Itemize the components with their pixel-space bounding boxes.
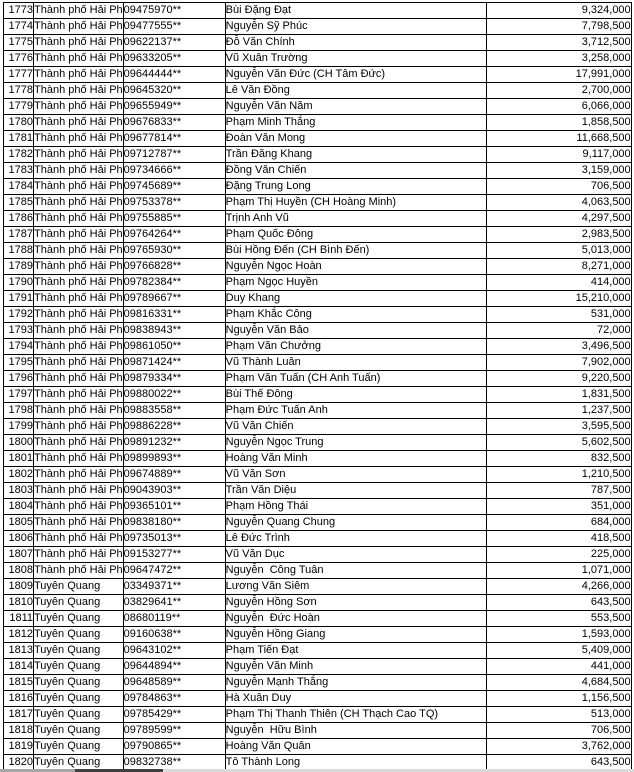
cell-name[interactable]: Trần Văn Diệu [225,483,486,499]
cell-province[interactable]: Tuyên Quang [34,723,124,739]
cell-row-number[interactable]: 1783 [4,163,34,179]
cell-amount[interactable]: 414,000 [486,275,631,291]
cell-province[interactable]: Thành phố Hải Ph [34,291,124,307]
cell-row-number[interactable]: 1813 [4,643,34,659]
cell-name[interactable]: Bùi Thế Đông [225,387,486,403]
cell-row-number[interactable]: 1801 [4,451,34,467]
cell-name[interactable]: Phạm Minh Thắng [225,115,486,131]
table-row [4,611,632,627]
cell-phone[interactable]: 09734666** [123,163,225,179]
cell-amount[interactable]: 15,210,000 [486,291,631,307]
table-row [4,515,632,531]
table-row [4,403,632,419]
cell-amount[interactable]: 832,500 [486,451,631,467]
table-row [4,51,632,67]
cell-phone[interactable]: 09674889** [123,467,225,483]
cell-amount[interactable]: 1,071,000 [486,563,631,579]
cell-phone[interactable]: 09782384** [123,275,225,291]
cell-province[interactable]: Thành phố Hải Ph [34,563,124,579]
cell-province[interactable]: Thành phố Hải Ph [34,179,124,195]
cell-amount[interactable]: 1,593,000 [486,627,631,643]
cell-phone[interactable]: 09153277** [123,547,225,563]
cell-name[interactable]: Phạm Văn Chưởng [225,339,486,355]
cell-phone[interactable]: 09755885** [123,211,225,227]
cell-amount[interactable]: 6,066,000 [486,99,631,115]
cell-province[interactable]: Thành phố Hải Ph [34,35,124,51]
table-row [4,243,632,259]
cell-amount[interactable]: 3,258,000 [486,51,631,67]
cell-row-number[interactable]: 1803 [4,483,34,499]
cell-province[interactable]: Thành phố Hải Ph [34,19,124,35]
cell-province[interactable]: Thành phố Hải Ph [34,547,124,563]
cell-name[interactable]: Nguyễn Hữu Bình [225,723,486,739]
cell-phone[interactable]: 03829641** [123,595,225,611]
cell-amount[interactable]: 553,500 [486,611,631,627]
cell-phone[interactable]: 09871424** [123,355,225,371]
cell-phone[interactable]: 03349371** [123,579,225,595]
cell-name[interactable]: Phạm Văn Tuấn (CH Anh Tuấn) [225,371,486,387]
cell-province[interactable]: Thành phố Hải Ph [34,115,124,131]
cell-name[interactable]: Phạm Khắc Công [225,307,486,323]
table-row [4,435,632,451]
cell-phone[interactable]: 09745689** [123,179,225,195]
table-row [4,723,632,739]
cell-row-number[interactable]: 1787 [4,227,34,243]
cell-row-number[interactable]: 1790 [4,275,34,291]
cell-province[interactable]: Tuyên Quang [34,675,124,691]
table-row [4,563,632,579]
cell-name[interactable]: Nguyễn Đức Hoàn [225,611,486,627]
cell-phone[interactable]: 09645320** [123,83,225,99]
cell-province[interactable]: Thành phố Hải Ph [34,195,124,211]
cell-amount[interactable]: 9,220,500 [486,371,631,387]
cell-phone[interactable]: 09647472** [123,563,225,579]
table-row [4,195,632,211]
cell-name[interactable]: Nguyễn Văn Đức (CH Tâm Đức) [225,67,486,83]
table-row [4,227,632,243]
table-row [4,451,632,467]
table-row [4,675,632,691]
cell-row-number[interactable]: 1815 [4,675,34,691]
cell-phone[interactable]: 09622137** [123,35,225,51]
table-row [4,275,632,291]
cell-row-number[interactable]: 1816 [4,691,34,707]
table-row [4,595,632,611]
cell-row-number[interactable]: 1782 [4,147,34,163]
cell-amount[interactable]: 1,237,500 [486,403,631,419]
table-row [4,307,632,323]
cell-row-number[interactable]: 1804 [4,499,34,515]
cell-row-number[interactable]: 1817 [4,707,34,723]
cell-phone[interactable]: 08680119** [123,611,225,627]
cell-name[interactable]: Bùi Hồng Đến (CH Bình Đến) [225,243,486,259]
cell-name[interactable]: Lê Văn Đồng [225,83,486,99]
cell-name[interactable]: Lương Văn Siêm [225,579,486,595]
cell-phone[interactable]: 09043903** [123,483,225,499]
table-row [4,147,632,163]
cell-row-number[interactable]: 1789 [4,259,34,275]
table-row [4,691,632,707]
cell-province[interactable]: Thành phố Hải Ph [34,467,124,483]
cell-amount[interactable]: 3,496,500 [486,339,631,355]
cell-phone[interactable]: 09790865** [123,739,225,755]
cell-name[interactable]: Vũ Thành Luân [225,355,486,371]
cell-phone[interactable]: 09655949** [123,99,225,115]
cell-name[interactable]: Nguyễn Sỹ Phúc [225,19,486,35]
cell-name[interactable]: Đoàn Văn Mong [225,131,486,147]
cell-row-number[interactable]: 1776 [4,51,34,67]
cell-amount[interactable]: 2,700,000 [486,83,631,99]
table-row [4,387,632,403]
table-row [4,323,632,339]
cell-name[interactable]: Nguyễn Ngọc Trung [225,435,486,451]
table-row [4,467,632,483]
cell-amount[interactable]: 9,117,000 [486,147,631,163]
cell-phone[interactable]: 09764264** [123,227,225,243]
cell-province[interactable]: Thành phố Hải Ph [34,131,124,147]
cell-province[interactable]: Tuyên Quang [34,691,124,707]
cell-row-number[interactable]: 1810 [4,595,34,611]
cell-row-number[interactable]: 1784 [4,179,34,195]
cell-row-number[interactable]: 1795 [4,355,34,371]
cell-amount[interactable]: 3,595,500 [486,419,631,435]
cell-province[interactable]: Tuyên Quang [34,595,124,611]
table-row [4,659,632,675]
cell-name[interactable]: Phạm Quốc Đông [225,227,486,243]
cell-row-number[interactable]: 1806 [4,531,34,547]
table-row [4,115,632,131]
table-row [4,483,632,499]
cell-name[interactable]: Vũ Văn Chiến [225,419,486,435]
table-row [4,131,632,147]
cell-name[interactable]: Duy Khang [225,291,486,307]
cell-province[interactable]: Tuyên Quang [34,755,124,771]
cell-phone[interactable]: 09475970** [123,3,225,19]
cell-name[interactable]: Phạm Ngọc Huyền [225,275,486,291]
cell-row-number[interactable]: 1773 [4,3,34,19]
cell-amount[interactable]: 643,500 [486,595,631,611]
cell-name[interactable]: Nguyễn Mạnh Thắng [225,675,486,691]
cell-province[interactable]: Thành phố Hải Ph [34,99,124,115]
cell-name[interactable]: Bùi Đặng Đạt [225,3,486,19]
table-row [4,99,632,115]
cell-phone[interactable]: 09838180** [123,515,225,531]
cell-row-number[interactable]: 1820 [4,755,34,771]
cell-phone[interactable]: 09816331** [123,307,225,323]
cell-row-number[interactable]: 1785 [4,195,34,211]
cell-row-number[interactable]: 1798 [4,403,34,419]
cell-province[interactable]: Thành phố Hải Ph [34,147,124,163]
cell-phone[interactable]: 09766828** [123,259,225,275]
cell-amount[interactable]: 17,991,000 [486,67,631,83]
cell-province[interactable]: Thành phố Hải Ph [34,227,124,243]
cell-amount[interactable]: 4,297,500 [486,211,631,227]
cell-name[interactable]: Phạm Tiến Đạt [225,643,486,659]
cell-row-number[interactable]: 1792 [4,307,34,323]
cell-amount[interactable]: 706,500 [486,179,631,195]
cell-phone[interactable]: 09886228** [123,419,225,435]
cell-amount[interactable]: 72,000 [486,323,631,339]
cell-phone[interactable]: 09644444** [123,67,225,83]
cell-name[interactable]: Phạm Hồng Thái [225,499,486,515]
cell-province[interactable]: Thành phố Hải Ph [34,419,124,435]
cell-province[interactable]: Thành phố Hải Ph [34,259,124,275]
cell-phone[interactable]: 09832738** [123,755,225,771]
cell-phone[interactable]: 09785429** [123,707,225,723]
cell-phone[interactable]: 09765930** [123,243,225,259]
cell-province[interactable]: Thành phố Hải Ph [34,339,124,355]
cell-amount[interactable]: 3,712,500 [486,35,631,51]
cell-row-number[interactable]: 1780 [4,115,34,131]
cell-name[interactable]: Tô Thành Long [225,755,486,771]
cell-province[interactable]: Tuyên Quang [34,739,124,755]
cell-row-number[interactable]: 1775 [4,35,34,51]
cell-province[interactable]: Thành phố Hải Ph [34,499,124,515]
cell-amount[interactable]: 7,902,000 [486,355,631,371]
cell-name[interactable]: Vũ Văn Dục [225,547,486,563]
cell-amount[interactable]: 5,013,000 [486,243,631,259]
payout-table [3,2,632,771]
table-row [4,739,632,755]
cell-phone[interactable]: 09838943** [123,323,225,339]
cell-name[interactable]: Phạm Thị Thanh Thiên (CH Thạch Cao TQ) [225,707,486,723]
cell-province[interactable]: Thành phố Hải Ph [34,371,124,387]
cell-name[interactable]: Lê Đức Trình [225,531,486,547]
cell-province[interactable]: Thành phố Hải Ph [34,403,124,419]
table-row [4,163,632,179]
cell-province[interactable]: Thành phố Hải Ph [34,243,124,259]
cell-province[interactable]: Thành phố Hải Ph [34,307,124,323]
table-row [4,579,632,595]
cell-phone[interactable]: 09883558** [123,403,225,419]
cell-province[interactable]: Tuyên Quang [34,579,124,595]
cell-phone[interactable]: 09735013** [123,531,225,547]
cell-amount[interactable]: 3,159,000 [486,163,631,179]
cell-amount[interactable]: 4,266,000 [486,579,631,595]
cell-name[interactable]: Nguyễn Hồng Sơn [225,595,486,611]
cell-amount[interactable]: 643,500 [486,755,631,771]
table-row [4,291,632,307]
cell-row-number[interactable]: 1811 [4,611,34,627]
cell-amount[interactable]: 8,271,000 [486,259,631,275]
cell-row-number[interactable]: 1793 [4,323,34,339]
cell-row-number[interactable]: 1779 [4,99,34,115]
cell-province[interactable]: Tuyên Quang [34,643,124,659]
cell-name[interactable]: Nguyễn Hồng Giang [225,627,486,643]
table-body [4,3,632,771]
cell-row-number[interactable]: 1805 [4,515,34,531]
cell-amount[interactable]: 5,602,500 [486,435,631,451]
table-row [4,3,632,19]
cell-amount[interactable]: 3,762,000 [486,739,631,755]
cell-name[interactable]: Nguyễn Văn Bảo [225,323,486,339]
cell-phone[interactable]: 09879334** [123,371,225,387]
cell-province[interactable]: Thành phố Hải Ph [34,387,124,403]
cell-amount[interactable]: 7,798,500 [486,19,631,35]
table-row [4,19,632,35]
cell-phone[interactable]: 09648589** [123,675,225,691]
table-row [4,531,632,547]
table-row [4,499,632,515]
cell-province[interactable]: Thành phố Hải Ph [34,3,124,19]
table-row [4,67,632,83]
cell-phone[interactable]: 09891232** [123,435,225,451]
cell-phone[interactable]: 09899893** [123,451,225,467]
cell-name[interactable]: Nguyễn Ngọc Hoàn [225,259,486,275]
cell-amount[interactable]: 787,500 [486,483,631,499]
cell-amount[interactable]: 225,000 [486,547,631,563]
cell-name[interactable]: Vũ Xuân Trường [225,51,486,67]
cell-phone[interactable]: 09644894** [123,659,225,675]
cell-phone[interactable]: 09160638** [123,627,225,643]
cell-row-number[interactable]: 1808 [4,563,34,579]
cell-province[interactable]: Thành phố Hải Ph [34,51,124,67]
cell-amount[interactable]: 684,000 [486,515,631,531]
table-row [4,179,632,195]
cell-amount[interactable]: 351,000 [486,499,631,515]
cell-row-number[interactable]: 1819 [4,739,34,755]
cell-province[interactable]: Thành phố Hải Ph [34,531,124,547]
cell-name[interactable]: Đồng Văn Chiến [225,163,486,179]
cell-row-number[interactable]: 1777 [4,67,34,83]
cell-province[interactable]: Tuyên Quang [34,659,124,675]
cell-phone[interactable]: 09676833** [123,115,225,131]
cell-phone[interactable]: 09789599** [123,723,225,739]
cell-amount[interactable]: 4,684,500 [486,675,631,691]
table-row [4,211,632,227]
cell-amount[interactable]: 531,000 [486,307,631,323]
cell-amount[interactable]: 1,858,500 [486,115,631,131]
table-row [4,355,632,371]
cell-row-number[interactable]: 1807 [4,547,34,563]
cell-name[interactable]: Phạm Thị Huyền (CH Hoàng Minh) [225,195,486,211]
cell-phone[interactable]: 09789667** [123,291,225,307]
cell-province[interactable]: Thành phố Hải Ph [34,163,124,179]
cell-phone[interactable]: 09477555** [123,19,225,35]
cell-amount[interactable]: 706,500 [486,723,631,739]
cell-row-number[interactable]: 1788 [4,243,34,259]
cell-amount[interactable]: 2,983,500 [486,227,631,243]
cell-name[interactable]: Trịnh Anh Vũ [225,211,486,227]
cell-phone[interactable]: 09712787** [123,147,225,163]
cell-phone[interactable]: 09677814** [123,131,225,147]
cell-name[interactable]: Phạm Đức Tuấn Anh [225,403,486,419]
cell-phone[interactable]: 09784863** [123,691,225,707]
cell-row-number[interactable]: 1796 [4,371,34,387]
cell-amount[interactable]: 1,156,500 [486,691,631,707]
cell-amount[interactable]: 4,063,500 [486,195,631,211]
cell-row-number[interactable]: 1802 [4,467,34,483]
cell-name[interactable]: Nguyễn Văn Minh [225,659,486,675]
cell-row-number[interactable]: 1814 [4,659,34,675]
cell-province[interactable]: Thành phố Hải Ph [34,67,124,83]
table-row [4,83,632,99]
cell-name[interactable]: Trần Đăng Khang [225,147,486,163]
table-row [4,419,632,435]
cell-province[interactable]: Thành phố Hải Ph [34,211,124,227]
table-row [4,547,632,563]
cell-row-number[interactable]: 1799 [4,419,34,435]
table-row [4,259,632,275]
table-row [4,371,632,387]
cell-name[interactable]: Hoàng Văn Quân [225,739,486,755]
table-row [4,627,632,643]
cell-province[interactable]: Thành phố Hải Ph [34,275,124,291]
cell-row-number[interactable]: 1818 [4,723,34,739]
cell-province[interactable]: Tuyên Quang [34,707,124,723]
cell-row-number[interactable]: 1812 [4,627,34,643]
cell-phone[interactable]: 09365101** [123,499,225,515]
cell-name[interactable]: Nguyễn Quang Chung [225,515,486,531]
cell-name[interactable]: Nguyễn Văn Năm [225,99,486,115]
cell-row-number[interactable]: 1800 [4,435,34,451]
cell-amount[interactable]: 441,000 [486,659,631,675]
cell-amount[interactable]: 9,324,000 [486,3,631,19]
table-row [4,643,632,659]
cell-row-number[interactable]: 1781 [4,131,34,147]
cell-row-number[interactable]: 1791 [4,291,34,307]
cell-province[interactable]: Thành phố Hải Ph [34,483,124,499]
cell-province[interactable]: Thành phố Hải Ph [34,515,124,531]
table-row [4,339,632,355]
cell-amount[interactable]: 513,000 [486,707,631,723]
cell-name[interactable]: Đặng Trung Long [225,179,486,195]
cell-phone[interactable]: 09753378** [123,195,225,211]
cell-province[interactable]: Tuyên Quang [34,627,124,643]
cell-amount[interactable]: 1,831,500 [486,387,631,403]
cell-row-number[interactable]: 1797 [4,387,34,403]
cell-province[interactable]: Thành phố Hải Ph [34,83,124,99]
cell-row-number[interactable]: 1809 [4,579,34,595]
cell-phone[interactable]: 09880022** [123,387,225,403]
cell-phone[interactable]: 09633205** [123,51,225,67]
cell-province[interactable]: Thành phố Hải Ph [34,323,124,339]
cell-amount[interactable]: 1,210,500 [486,467,631,483]
table-row [4,35,632,51]
cell-province[interactable]: Thành phố Hải Ph [34,451,124,467]
cell-name[interactable]: Hoàng Văn Minh [225,451,486,467]
cell-amount[interactable]: 5,409,000 [486,643,631,659]
cell-amount[interactable]: 11,668,500 [486,131,631,147]
cell-name[interactable]: Nguyễn Công Tuân [225,563,486,579]
cell-phone[interactable]: 09643102** [123,643,225,659]
cell-name[interactable]: Hà Xuân Duy [225,691,486,707]
cell-row-number[interactable]: 1778 [4,83,34,99]
cell-amount[interactable]: 418,500 [486,531,631,547]
cell-province[interactable]: Thành phố Hải Ph [34,355,124,371]
cell-row-number[interactable]: 1786 [4,211,34,227]
cell-row-number[interactable]: 1794 [4,339,34,355]
cell-province[interactable]: Thành phố Hải Ph [34,435,124,451]
cell-province[interactable]: Tuyên Quang [34,611,124,627]
cell-row-number[interactable]: 1774 [4,19,34,35]
cell-phone[interactable]: 09861050** [123,339,225,355]
table-row [4,707,632,723]
cell-name[interactable]: Vũ Văn Sơn [225,467,486,483]
cell-name[interactable]: Đỗ Văn Chính [225,35,486,51]
